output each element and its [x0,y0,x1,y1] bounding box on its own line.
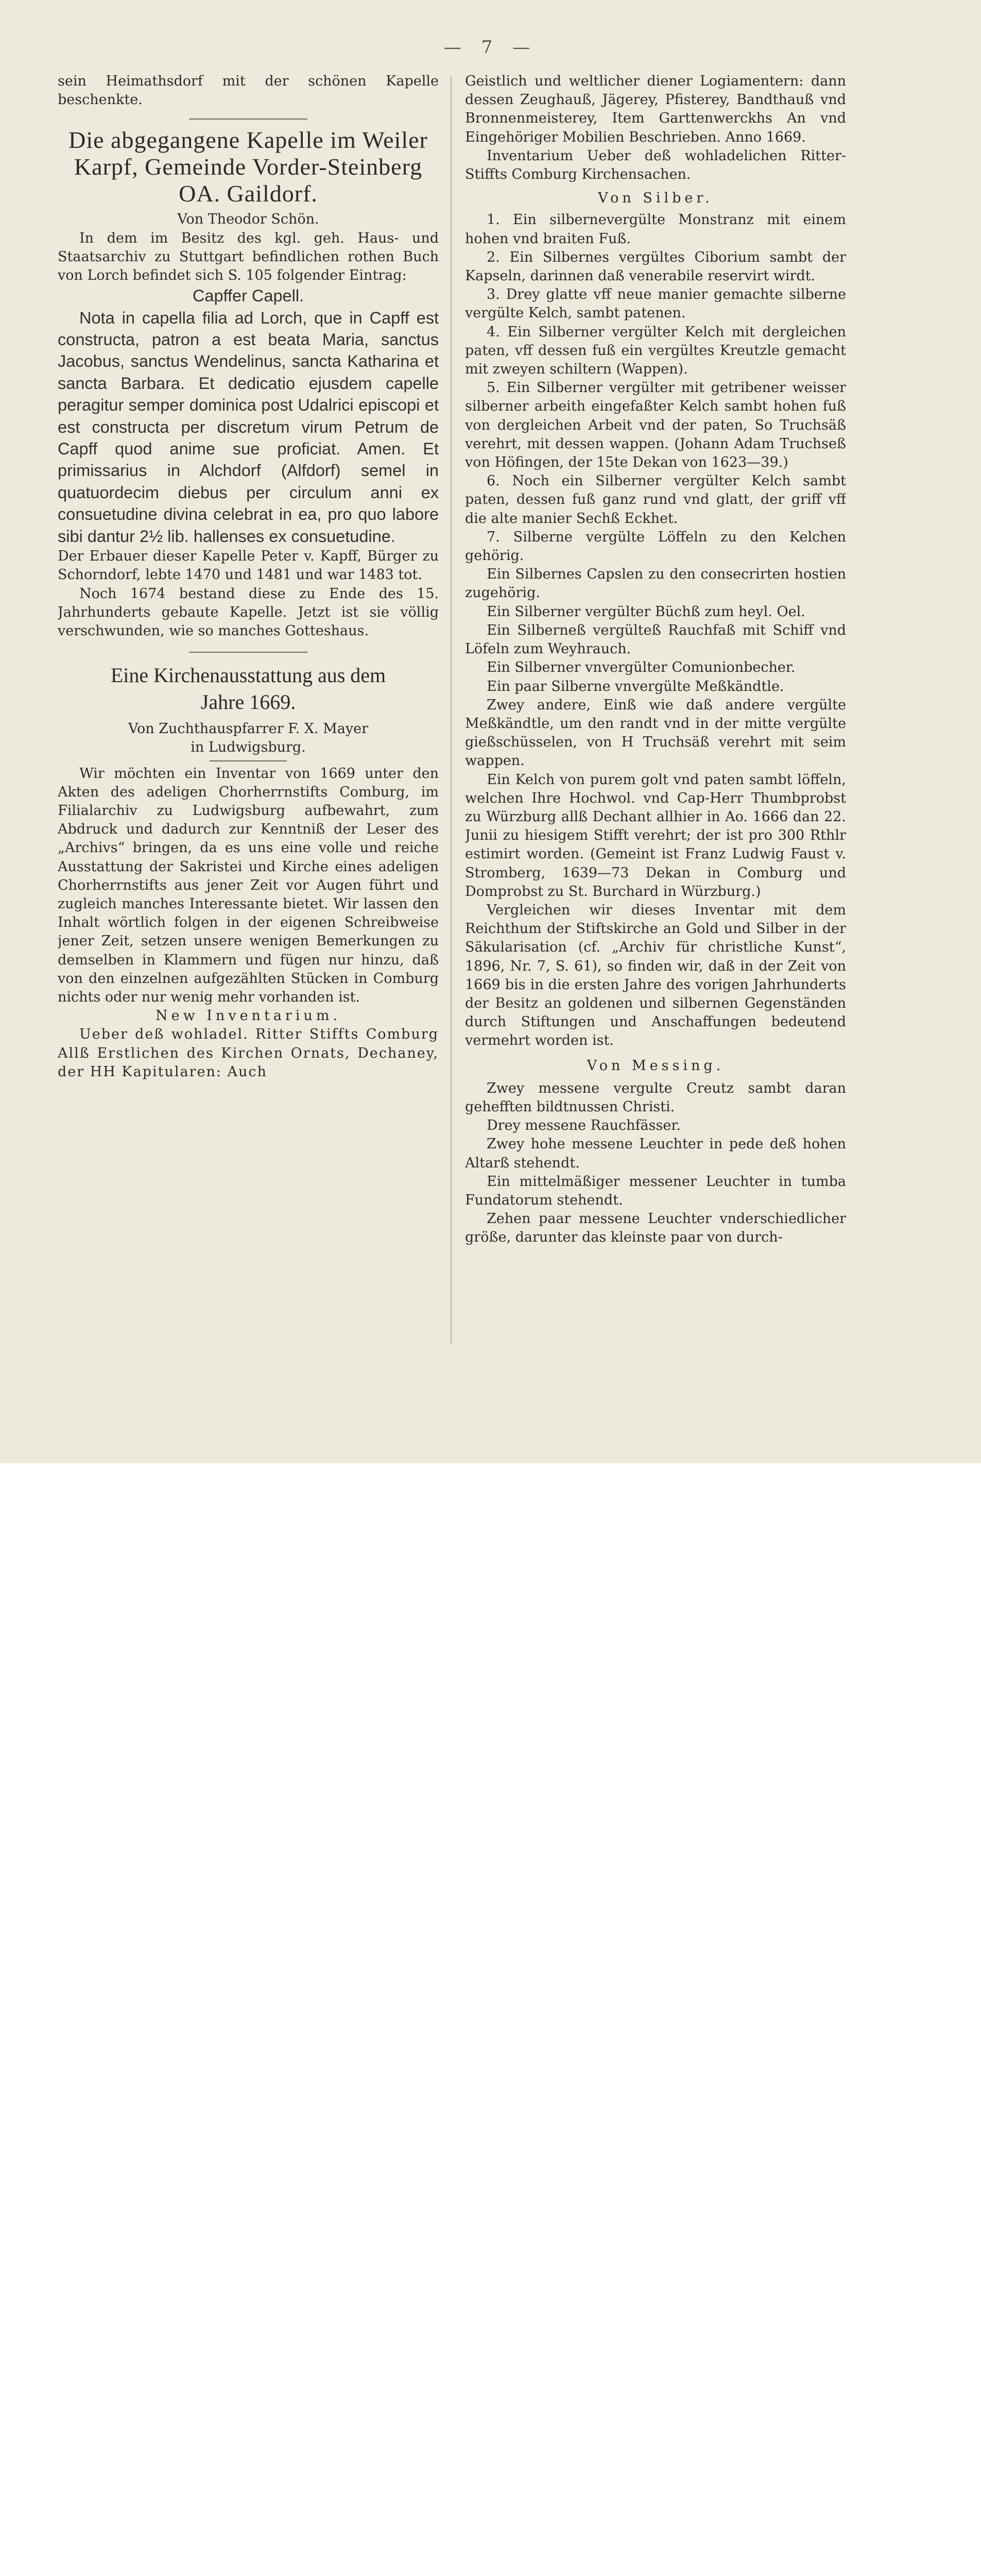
inventory-item: 7. Silberne vergülte Löffeln zu den Kelchen gehörig. [465,529,846,564]
inventory-item: 6. Noch ein Silberner vergülter Kelch sambt paten, dessen fuß ganz rund vnd glatt, der griff vff die alte manier Sechß Eckhet. [465,473,846,527]
inventory-paragraph: Geistlich und weltlicher diener Logiamentern: dann dessen Zeughauß, Jägerey, Pfisterey, Bandthauß vnd Bronnenmeisterey, Item Garttenwerckhs An vnd Eingehöriger Mobilien Beschrieben. Anno 1669. [465,73,846,145]
inventory-list-brass [465,1079,846,1247]
intro-tail: sein Heimathsdorf mit der schönen Kapelle beschenkte. [58,73,439,108]
left-column [58,72,439,1448]
article-paragraph: Ueber deß wohladel. Ritter Stiffts Comburg Allß Erstlichen des Kirchen Ornats, Dechaney, der HH Kapitularen: Auch [58,1026,439,1080]
right-column [465,72,846,1448]
article-paragraph: In dem im Besitz des kgl. geh. Haus- und Staatsarchiv zu Stuttgart befindlichen rothen Buch von Lorch befindet sich S. 105 folgender Eintrag: [58,230,439,284]
inventory-item: 5. Ein Silberner vergülter mit getribener weisser silberner arbeith eingefaßter Kelch sambt hohen fuß von dergleichen Arbeit vnd der paten, So Truchsäß verehrt, mit dessen wappen. (Johann Adam Truchseß von Höfingen, der 15te Dekan von 1623—39.) [465,380,846,471]
inventory-item: 2. Ein Silbernes vergültes Ciborium sambt der Kapseln, darinnen daß venerabile reservirt wirdt. [465,249,846,284]
column-divider [451,76,452,1344]
inventory-item: Ein Silberneß vergülteß Rauchfaß mit Schiff vnd Löfeln zum Weyhrauch. [465,622,846,657]
divider [189,118,307,120]
inventory-item: Zehen paar messene Leuchter vnderschiedlicher größe, darunter das kleinste paar von durch- [465,1211,846,1246]
article-author: in Ludwigsburg. [191,739,306,756]
inventory-item: Zwey hohe messene Leuchter in pede deß hohen Altarß stehendt. [465,1136,846,1171]
inventory-list-silver [465,211,846,1050]
inventory-item: Zwey andere, Einß wie daß andere vergülte Meßkändtle, um den randt vnd in der mitte vergülte gießschüsselen, von H Truchsäß verehrt mit seim wappen. [465,697,846,769]
section-heading: Von Messing. [587,1057,725,1074]
inventory-item: Ein mittelmäßiger messener Leuchter in tumba Fundatorum stehendt. [465,1173,846,1208]
article-title: Die abgegangene Kapelle im Weiler Karpf, Gemeinde Vorder-Steinberg OA. Gaildorf. [68,127,428,207]
page-number: — 7 — [443,37,538,58]
article-title: Jahre 1669. [200,690,296,714]
divider [189,652,307,653]
inventory-item: Ein paar Silberne vnvergülte Meßkändtle. [487,678,784,694]
article-title: Eine Kirchenausstattung aus dem [110,664,386,687]
inventory-item: Vergleichen wir dieses Inventar mit dem Reichthum der Stiftskirche an Gold und Silber in der Säkularisation (cf. „Archiv für christliche Kunst“, 1896, Nr. 7, S. 61), so finden wir, daß in der Zeit von 1669 bis in die ersten Jahre des vorigen Jahrhunderts der Besitz an goldenen und silbernen Gegenständen durch Stiftungen und Anschaffungen bedeutend vermehrt worden ist. [465,902,846,1049]
inventory-item: 1. Ein silbernevergülte Monstranz mit einem hohen vnd braiten Fuß. [465,212,846,247]
divider [210,760,287,761]
inventory-item: Ein Silbernes Capslen zu den consecrirten hostien zugehörig. [465,566,846,601]
inventory-item: Zwey messene vergulte Creutz sambt daran gehefften bildtnussen Christi. [465,1080,846,1115]
article-paragraph: Noch 1674 bestand diese zu Ende des 15. Jahrhunderts gebaute Kapelle. Jetzt ist sie völlig verschwunden, wie so manches Gotteshaus. [58,585,439,639]
section-heading: Von Silber. [598,190,713,207]
inventory-item: Drey messene Rauchfässer. [487,1117,681,1134]
section-heading: New Inventarium. [155,1008,341,1024]
inventory-item: 3. Drey glatte vff neue manier gemachte silberne vergülte Kelch, sambt patenen. [465,286,846,321]
article-author: Von Zuchthauspfarrer F. X. Mayer [128,721,369,737]
inventory-item: Ein Silberner vergülter Büchß zum heyl. Oel. [487,603,805,620]
inventory-item: Ein Kelch von purem golt vnd paten sambt löffeln, welchen Ihre Hochwol. vnd Cap-Herr Thumbprobst zu Würzburg allß Dechant allhier in Ao. 1666 dan 22. Junii zu hiesigem Stifft verehrt; der ist pro 300 Rthlr estimirt worden. (Gemeint ist Franz Ludwig Faust v. Stromberg, 1639—73 Dekan in Comburg und Domprobst zu St. Burchard in Würzburg.) [465,771,846,900]
inventory-item: Ein Silberner vnvergülter Comunionbecher. [487,659,796,676]
footer [0,1463,981,1556]
latin-body: Nota in capella filia ad Lorch, que in Capff est constructa, patron a est beata Maria, sanctus Jacobus, sanctus Wendelinus, sancta Katharina et sancta Barbara. Et dedicatio ejusdem capelle peragitur semper dominica post Udalrici episcopi et est constructa per discretum virum Petrum de Capff quod anime sue proficiat. Amen. Et primissarius in Alchdorf (Alfdorf) semel in quatuordecim diebus per circulum anni ex consuetudine divina celebrat in ea, pro quo labore sibi dantur 2½ lib. hallenses ex consuetudine. [58,308,439,546]
article-paragraph: Der Erbauer dieser Kapelle Peter v. Kapff, Bürger zu Schorndorf, lebte 1470 und 1481 und war 1483 tot. [58,548,439,583]
latin-title: Capffer Capell. [192,286,304,306]
article-author: Von Theodor Schön. [177,211,319,228]
inventory-paragraph: Inventarium Ueber deß wohladelichen Ritter-Stiffts Comburg Kirchensachen. [465,147,846,183]
inventory-item: 4. Ein Silberner vergülter Kelch mit dergleichen paten, vff dessen fuß ein vergültes Kreutzle gemacht mit zweyen schiltern (Wappen). [465,324,846,378]
article-paragraph: Wir möchten ein Inventar von 1669 unter den Akten des adeligen Chorherrnstifts Comburg, im Filialarchiv zu Ludwigsburg aufbewahrt, zum Abdruck und dadurch zur Kenntniß der Leser des „Archivs“ bringen, da es uns eine volle und reiche Ausstattung der Sakristei und Kirche eines adeligen Chorherrnstifts aus jener Zeit vor Augen führt und zugleich manches Interessante bietet. Wir lassen den Inhalt wörtlich folgen in der eigenen Schreibweise jener Zeit, setzen unsere wenigen Bemerkungen zu demselben in Klammern und fügen nur hinzu, daß von den einzelnen aufgezählten Stücken in Comburg nichts oder nur wenig mehr vorhanden ist. [58,765,439,1005]
